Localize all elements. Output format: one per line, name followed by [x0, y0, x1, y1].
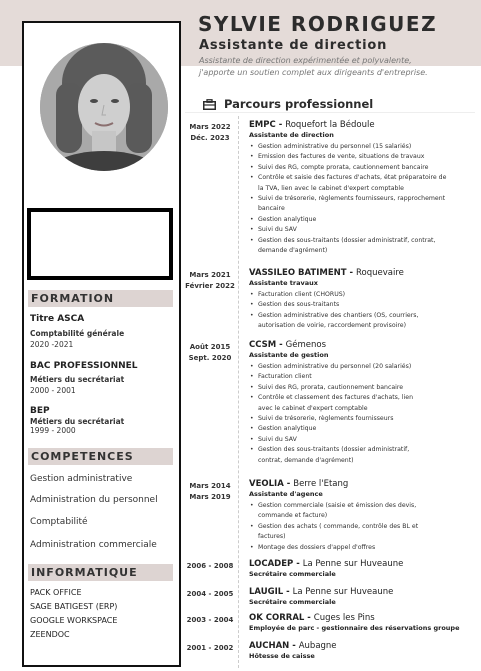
tagline: [199, 55, 474, 79]
competence-item: Administration du personnel: [30, 495, 158, 505]
job-entry: [249, 120, 471, 256]
job-task: • Facturation client (CHORUS): [249, 290, 471, 300]
job-task: • Suivi du SAV: [249, 225, 471, 235]
candidate-role: Assistante de direction: [199, 38, 388, 53]
job-task: • Gestion analytique: [249, 215, 471, 225]
job-task-continuation: avec le cabinet d'expert comptable: [258, 404, 368, 412]
job-entry: [249, 479, 471, 553]
job-task-continuation: demande d'agrément): [258, 247, 328, 255]
job-date-start: Août 2015: [189, 343, 231, 351]
job-task: • Facturation client: [249, 372, 471, 382]
job-task: • Gestion administrative du personnel (15 salariés): [249, 142, 471, 152]
job-date-start: 2004 - 2005: [186, 590, 234, 598]
briefcase-icon: [203, 99, 216, 110]
job-task: • Gestion des achats ( commande, contrôle des BL et: [249, 522, 471, 532]
software-item: SAGE BATIGEST (ERP): [30, 602, 118, 611]
timeline-line: [238, 116, 239, 668]
company-separator: -: [293, 559, 303, 569]
job-task: • Gestion administrative des chantiers (OS, courriers,: [249, 311, 471, 321]
job-dates: [182, 270, 238, 291]
job-task: • Suivi des RG, prorata, cautionnement bancaire: [249, 383, 471, 393]
profile-photo: [40, 43, 168, 171]
job-title: Assistante travaux: [249, 279, 318, 287]
job-task-continuation: contrat, demande d'agrément): [258, 456, 354, 464]
job-company: LAUGIL: [249, 587, 284, 597]
job-date-start: Mars 2022: [189, 123, 231, 131]
job-dates: [182, 589, 238, 600]
job-company-line: [249, 340, 471, 350]
job-location: Roquefort la Bédoule: [285, 120, 375, 130]
job-task: • Montage des dossiers d'appel d'offres: [249, 543, 471, 553]
job-task: • Gestion des sous-traitants (dossier administratif,: [249, 445, 471, 455]
job-task-continuation: bancaire: [258, 205, 285, 213]
tagline-line: Assistante de direction expérimentée et polyvalente,: [199, 56, 412, 65]
job-title: Employée de parc - gestionnaire des réservations groupe: [249, 624, 460, 632]
job-company: EMPC: [249, 120, 276, 130]
job-location: Gémenos: [285, 340, 327, 350]
job-dates: [182, 615, 238, 626]
job-location: Aubagne: [298, 641, 337, 651]
experience-heading-label: Parcours professionnel: [224, 97, 374, 111]
job-date-end: Février 2022: [185, 281, 235, 290]
company-separator: -: [275, 120, 286, 130]
job-task-list: [249, 142, 471, 256]
job-task: • Gestion analytique: [249, 424, 471, 434]
job-dates: [182, 342, 238, 363]
company-separator: -: [283, 587, 293, 597]
competences-heading: COMPETENCES: [28, 448, 173, 465]
tagline-line: j'apporte un soutien complet aux dirigeants d'entreprise.: [199, 68, 428, 77]
job-location: La Penne sur Huveaune: [292, 587, 394, 597]
job-dates: [182, 122, 238, 143]
job-company: OK CORRAL: [249, 613, 305, 623]
job-entry: [249, 613, 471, 632]
competence-item: Administration commerciale: [30, 540, 157, 550]
job-task: • Gestion commerciale (saisie et émission des devis,: [249, 501, 471, 511]
job-task-continuation: autorisation de voirie, raccordement provisoire): [258, 322, 406, 330]
job-task: • Gestion des sous-traitants: [249, 300, 471, 310]
formation-title: BEP: [30, 406, 50, 416]
job-dates: [182, 643, 238, 654]
job-task: • Suivi de trésorerie, règlements fournisseurs: [249, 414, 471, 424]
job-task: • Suivi du SAV: [249, 435, 471, 445]
company-separator: -: [304, 613, 314, 623]
job-location: Berre l'Etang: [293, 479, 349, 489]
job-title: Assistante d'agence: [249, 490, 323, 498]
job-title: Secrétaire commerciale: [249, 570, 336, 578]
job-date-start: 2001 - 2002: [186, 644, 234, 652]
job-task-continuation: commande et facture): [258, 512, 328, 520]
job-company: VASSILEO BATIMENT: [249, 268, 347, 278]
job-date-end: Sept. 2020: [188, 353, 232, 362]
job-task: • Contrôle et saisie des factures d'achats, état préparatoire de: [249, 173, 471, 183]
job-company: LOCADEP: [249, 559, 294, 569]
formation-heading: FORMATION: [28, 290, 173, 307]
formation-title: BAC PROFESSIONNEL: [30, 361, 138, 371]
job-task: • Gestion des sous-traitants (dossier administratif, contrat,: [249, 236, 471, 246]
job-task-list: [249, 501, 471, 553]
job-task-continuation: factures): [258, 533, 286, 541]
job-company-line: [249, 587, 471, 597]
software-item: GOOGLE WORKSPACE: [30, 616, 118, 625]
job-date-end: Déc. 2023: [190, 133, 230, 142]
job-date-end: Mars 2019: [189, 492, 231, 501]
job-date-start: Mars 2014: [189, 482, 231, 490]
redacted-box: [27, 208, 173, 280]
competence-item: Gestion administrative: [30, 474, 133, 484]
job-company-line: [249, 268, 471, 278]
candidate-name: SYLVIE RODRIGUEZ: [198, 12, 438, 36]
heading-divider: [185, 112, 475, 113]
formation-subtitle: Métiers du secrétariat: [30, 375, 125, 384]
job-title: Assistante de direction: [249, 131, 334, 139]
job-task-list: [249, 290, 471, 332]
job-date-start: 2003 - 2004: [186, 616, 234, 624]
formation-subtitle: Métiers du secrétariat: [30, 417, 125, 426]
job-entry: [249, 587, 471, 606]
job-task-list: [249, 362, 471, 466]
formation-years: 2000 - 2001: [30, 386, 76, 395]
job-date-start: Mars 2021: [189, 271, 231, 279]
job-task: • Gestion administrative du personnel (20 salariés): [249, 362, 471, 372]
job-task-continuation: la TVA, lien avec le cabinet d'expert comptable: [258, 184, 404, 192]
company-separator: -: [289, 641, 299, 651]
job-task: • Suivi des RG, compte prorata, cautionnement bancaire: [249, 163, 471, 173]
formation-subtitle: Comptabilité générale: [30, 329, 125, 338]
job-task: • Contrôle et classement des factures d'achats, lien: [249, 393, 471, 403]
job-company-line: [249, 120, 471, 130]
job-company: VEOLIA: [249, 479, 284, 489]
job-location: Roquevaire: [356, 268, 404, 278]
company-separator: -: [283, 479, 294, 489]
job-entry: [249, 268, 471, 332]
job-task: • Suivi de trésorerie, règlements fournisseurs, rapprochement: [249, 194, 471, 204]
job-dates: [182, 561, 238, 572]
software-item: PACK OFFICE: [30, 588, 82, 597]
experience-heading: [203, 97, 373, 111]
job-company: AUCHAN: [249, 641, 290, 651]
job-company: CCSM: [249, 340, 277, 350]
formation-title: Titre ASCA: [30, 314, 85, 324]
job-location: La Penne sur Huveaune: [302, 559, 404, 569]
job-location: Cuges les Pins: [313, 613, 375, 623]
company-separator: -: [346, 268, 356, 278]
job-date-start: 2006 - 2008: [186, 562, 234, 570]
informatique-heading: INFORMATIQUE: [28, 564, 173, 581]
job-company-line: [249, 613, 471, 623]
job-company-line: [249, 559, 471, 569]
formation-years: 1999 - 2000: [30, 426, 76, 435]
job-title: Assistante de gestion: [249, 351, 329, 359]
job-task: • Emission des factures de vente, situations de travaux: [249, 152, 471, 162]
job-dates: [182, 481, 238, 502]
job-company-line: [249, 479, 471, 489]
job-entry: [249, 340, 471, 466]
company-separator: -: [276, 340, 286, 350]
software-item: ZEENDOC: [30, 630, 70, 639]
formation-years: 2020 -2021: [30, 340, 74, 349]
job-entry: [249, 641, 471, 660]
job-title: Secrétaire commerciale: [249, 598, 336, 606]
job-title: Hôtesse de caisse: [249, 652, 315, 660]
competence-item: Comptabilité: [30, 517, 88, 527]
job-company-line: [249, 641, 471, 651]
job-entry: [249, 559, 471, 578]
